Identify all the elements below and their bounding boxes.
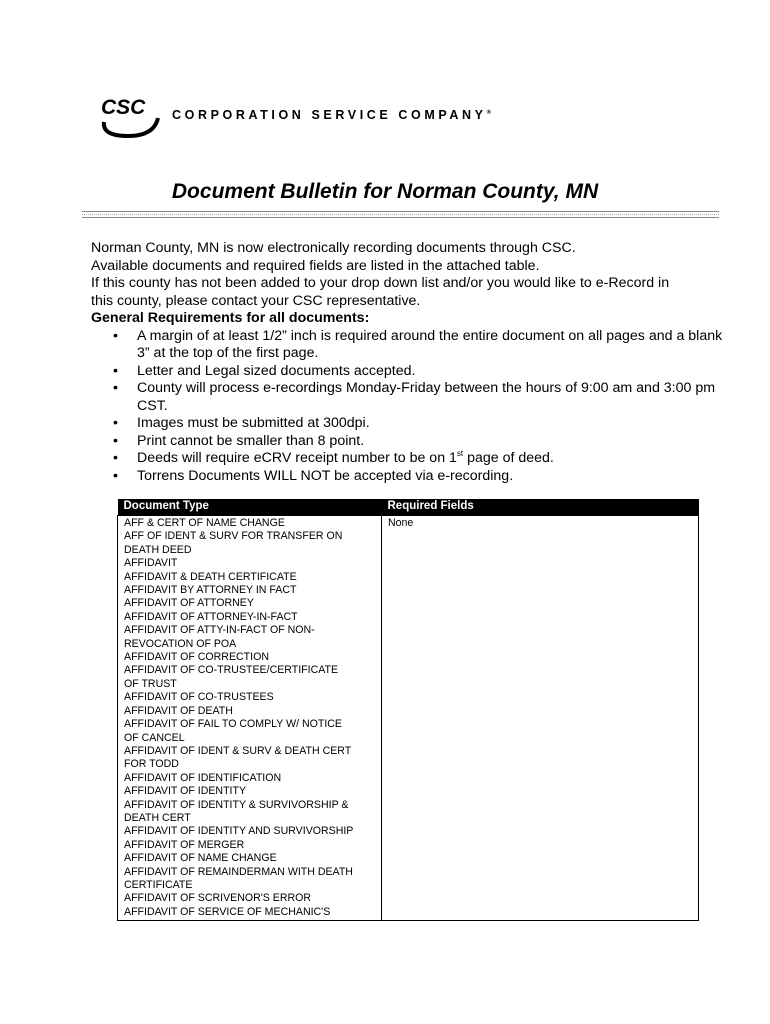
- requirement-text: [137, 450, 554, 466]
- table-header-row: [118, 499, 699, 516]
- bullet-icon: •: [113, 467, 118, 484]
- intro-line: this county, please contact your CSC representative.: [91, 292, 421, 309]
- requirement-item: [91, 380, 731, 415]
- logo-company-name: CORPORATION SERVICE COMPANY: [172, 108, 487, 122]
- document-type-line: DEATH DEED: [124, 543, 192, 556]
- requirement-text: County will process e-recordings Monday-Friday between the hours of 9:00 am and 3:00 pm CST.: [137, 380, 716, 414]
- column-header-document-type: Document Type: [118, 499, 382, 516]
- document-type-line: AFFIDAVIT OF IDENTITY: [124, 785, 247, 798]
- intro-line: Available documents and required fields are listed in the attached table.: [91, 257, 540, 274]
- column-header-required-fields: Required Fields: [382, 499, 699, 516]
- document-type-line: AFF OF IDENT & SURV FOR TRANSFER ON: [124, 530, 343, 543]
- intro-line: Norman County, MN is now electronically recording documents through CSC.: [91, 240, 576, 256]
- document-type-line: AFFIDAVIT: [124, 557, 178, 570]
- bullet-icon: •: [113, 362, 118, 379]
- requirement-item: [91, 468, 731, 486]
- requirement-item: [91, 363, 731, 381]
- requirement-text: Images must be submitted at 300dpi.: [137, 415, 370, 431]
- requirement-item: [91, 328, 731, 363]
- bullet-icon: •: [113, 380, 118, 396]
- document-type-line: AFFIDAVIT OF NAME CHANGE: [124, 852, 277, 865]
- document-type-line: AFFIDAVIT OF IDENT & SURV & DEATH CERT: [124, 744, 352, 757]
- requirement-item: [91, 433, 731, 451]
- requirements-heading: General Requirements for all documents:: [91, 310, 370, 326]
- requirement-text: Print cannot be smaller than 8 point.: [137, 432, 365, 449]
- table-row: [118, 516, 699, 921]
- document-type-line: AFFIDAVIT OF ATTORNEY: [124, 597, 254, 610]
- document-type-line: AFFIDAVIT OF SCRIVENOR'S ERROR: [124, 892, 312, 905]
- deeds-text-before: Deeds will require eCRV receipt number to be on 1: [137, 450, 457, 466]
- requirement-item: [91, 415, 731, 433]
- document-type-line: AFFIDAVIT OF CO-TRUSTEES: [124, 691, 274, 704]
- document-type-line: AFFIDAVIT OF DEATH: [124, 704, 233, 717]
- document-type-line: AFFIDAVIT OF IDENTITY AND SURVIVORSHIP: [124, 825, 354, 838]
- bullet-icon: •: [113, 450, 118, 466]
- document-type-line: AFFIDAVIT OF IDENTIFICATION: [124, 771, 282, 784]
- document-type-cell: [118, 516, 382, 921]
- deeds-superscript: st: [456, 449, 464, 458]
- logo-company-line: [172, 108, 491, 122]
- requirements-list: [91, 328, 731, 486]
- title-divider: [82, 211, 719, 218]
- requirement-text: Torrens Documents WILL NOT be accepted via e-recording.: [137, 467, 514, 484]
- bullet-icon: •: [113, 415, 118, 431]
- document-type-line: AFFIDAVIT OF FAIL TO COMPLY W/ NOTICE: [124, 718, 342, 731]
- document-type-line: OF CANCEL: [124, 731, 185, 744]
- document-type-line: AFFIDAVIT OF IDENTITY & SURVIVORSHIP &: [124, 798, 349, 811]
- document-type-line: AFFIDAVIT OF ATTY-IN-FACT OF NON-: [124, 624, 315, 637]
- document-type-line: AFFIDAVIT OF CORRECTION: [124, 651, 269, 664]
- page-title: Document Bulletin for Norman County, MN: [171, 180, 599, 203]
- deeds-text-after: page of deed.: [463, 450, 554, 466]
- document-type-line: AFFIDAVIT & DEATH CERTIFICATE: [124, 570, 297, 583]
- logo-trademark: ®: [486, 109, 492, 116]
- document-type-line: AFFIDAVIT OF CO-TRUSTEE/CERTIFICATE: [124, 664, 339, 677]
- document-type-line: AFFIDAVIT BY ATTORNEY IN FACT: [124, 584, 297, 597]
- company-logo: [98, 92, 492, 142]
- document-type-line: AFF & CERT OF NAME CHANGE: [124, 517, 285, 529]
- document-type-line: OF TRUST: [124, 677, 177, 690]
- bulletin-body: [91, 240, 731, 485]
- document-types-table: [117, 499, 699, 921]
- document-type-line: AFFIDAVIT OF MERGER: [124, 838, 245, 851]
- logo-mark-text: CSC: [101, 96, 146, 119]
- bullet-icon: •: [113, 327, 118, 344]
- requirement-text: Letter and Legal sized documents accepted.: [137, 362, 416, 379]
- csc-logo-icon: [98, 92, 162, 140]
- required-fields-cell: None: [382, 516, 699, 921]
- document-type-line: DEATH CERT: [124, 811, 191, 824]
- document-type-line: REVOCATION OF POA: [124, 637, 237, 650]
- document-type-line: CERTIFICATE: [124, 878, 193, 891]
- document-type-line: AFFIDAVIT OF SERVICE OF MECHANIC'S: [124, 905, 331, 918]
- intro-line: If this county has not been added to your drop down list and/or you would like to e-Record in: [91, 275, 670, 291]
- document-type-line: AFFIDAVIT OF ATTORNEY-IN-FACT: [124, 610, 298, 623]
- bullet-icon: •: [113, 432, 118, 449]
- document-type-line: FOR TODD: [124, 758, 179, 771]
- requirement-item: [91, 450, 731, 468]
- requirement-text: A margin of at least 1/2” inch is required around the entire document on all pages and a blank 3” at the top of the first page.: [137, 327, 723, 361]
- document-type-line: AFFIDAVIT OF REMAINDERMAN WITH DEATH: [124, 865, 353, 878]
